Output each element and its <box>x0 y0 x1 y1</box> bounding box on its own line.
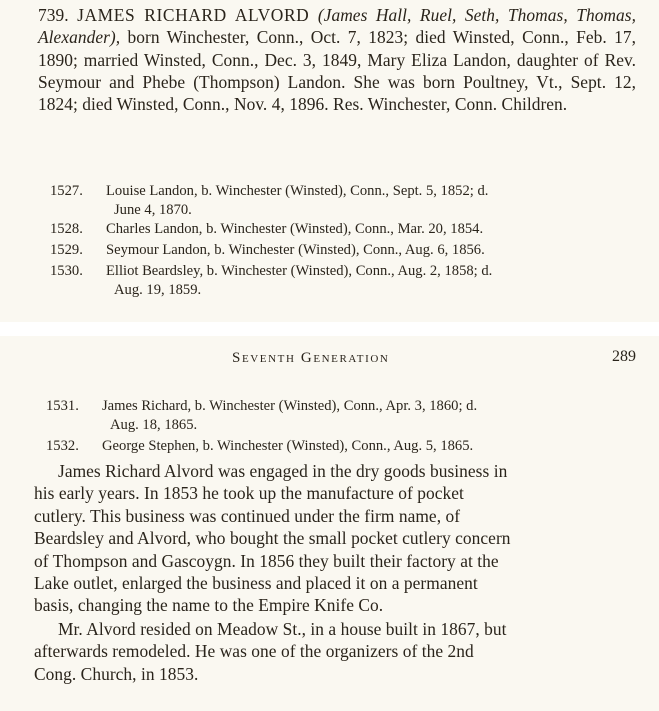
running-header <box>0 346 659 370</box>
child-number: 1531. <box>46 398 79 414</box>
child-line-1: George Stephen, b. Winchester (Winsted), Conn., Aug. 5, 1865. <box>102 438 474 454</box>
child-number: 1528. <box>50 221 83 237</box>
text-line: Mr. Alvord resided on Meadow St., in a house built in 1867, but <box>58 619 507 639</box>
text-line: his early years. In 1853 he took up the manufacture of pocket <box>34 483 464 504</box>
child-number: 1532. <box>46 438 79 454</box>
narrative-paragraph-2 <box>34 618 640 685</box>
text-line: basis, changing the name to the Empire Knife Co. <box>34 595 384 616</box>
child-entry-1530 <box>50 262 636 300</box>
text-line: Lake outlet, enlarged the business and placed it on a permanent <box>34 573 478 594</box>
child-line-1: Elliot Beardsley, b. Winchester (Winsted), Conn., Aug. 2, 1858; d. <box>106 263 493 279</box>
child-line-2: Aug. 18, 1865. <box>110 417 198 433</box>
child-number: 1527. <box>50 183 83 199</box>
text-line: James Richard Alvord was engaged in the dry goods business in <box>58 461 508 481</box>
child-line-1: Charles Landon, b. Winchester (Winsted), Conn., Mar. 20, 1854. <box>106 221 484 237</box>
narrative-paragraph-1 <box>34 460 640 617</box>
child-line-2: Aug. 19, 1859. <box>114 282 202 298</box>
child-entry-1532 <box>46 437 636 456</box>
text-line: Beardsley and Alvord, who bought the small pocket cutlery concern <box>34 528 511 549</box>
child-entry-1531 <box>46 397 636 435</box>
running-header-title: Seventh Generation <box>232 350 390 366</box>
child-number: 1529. <box>50 242 83 258</box>
child-entry-1529 <box>50 241 636 260</box>
page-divider <box>0 322 659 336</box>
child-line-1: Louise Landon, b. Winchester (Winsted), Conn., Sept. 5, 1852; d. <box>106 183 489 199</box>
text-line: Cong. Church, in 1853. <box>34 663 199 684</box>
child-line-1: James Richard, b. Winchester (Winsted), Conn., Apr. 3, 1860; d. <box>102 398 478 414</box>
child-entry-1528 <box>50 220 636 239</box>
child-line-1: Seymour Landon, b. Winchester (Winsted), Conn., Aug. 6, 1856. <box>106 242 485 258</box>
children-label: Children. <box>501 94 568 115</box>
child-line-2: June 4, 1870. <box>114 202 192 218</box>
text-line: cutlery. This business was continued under the firm name, of <box>34 505 461 526</box>
page-number: 289 <box>612 348 636 365</box>
child-entry-1527 <box>50 182 636 220</box>
text-line: afterwards remodeled. He was one of the organizers of the 2nd <box>34 641 474 662</box>
text-line: of Thompson and Gascoygn. In 1856 they built their factory at the <box>34 550 499 571</box>
entry-number: 739. <box>38 5 69 25</box>
entry-text: born Winchester, Conn., Oct. 7, 1823; died Winsted, Conn., Feb. 17, 1890; married Winsted, Conn., Dec. 3, 1849, Mary Eliza Landon, daughter of Rev. Seymour and Phebe (Thompson) Landon. She was born Poultney, Vt., Sept. 12, 1824; died Winsted, Conn., Nov. 4, 1896. Res. Winchester, Conn. <box>38 27 636 115</box>
entry-lineage: (James Hall, Ruel, Seth, Thomas, Thomas, Alexander), <box>38 5 637 48</box>
main-entry-paragraph <box>38 4 636 115</box>
entry-name: JAMES RICHARD ALVORD <box>77 5 310 25</box>
child-number: 1530. <box>50 263 83 279</box>
